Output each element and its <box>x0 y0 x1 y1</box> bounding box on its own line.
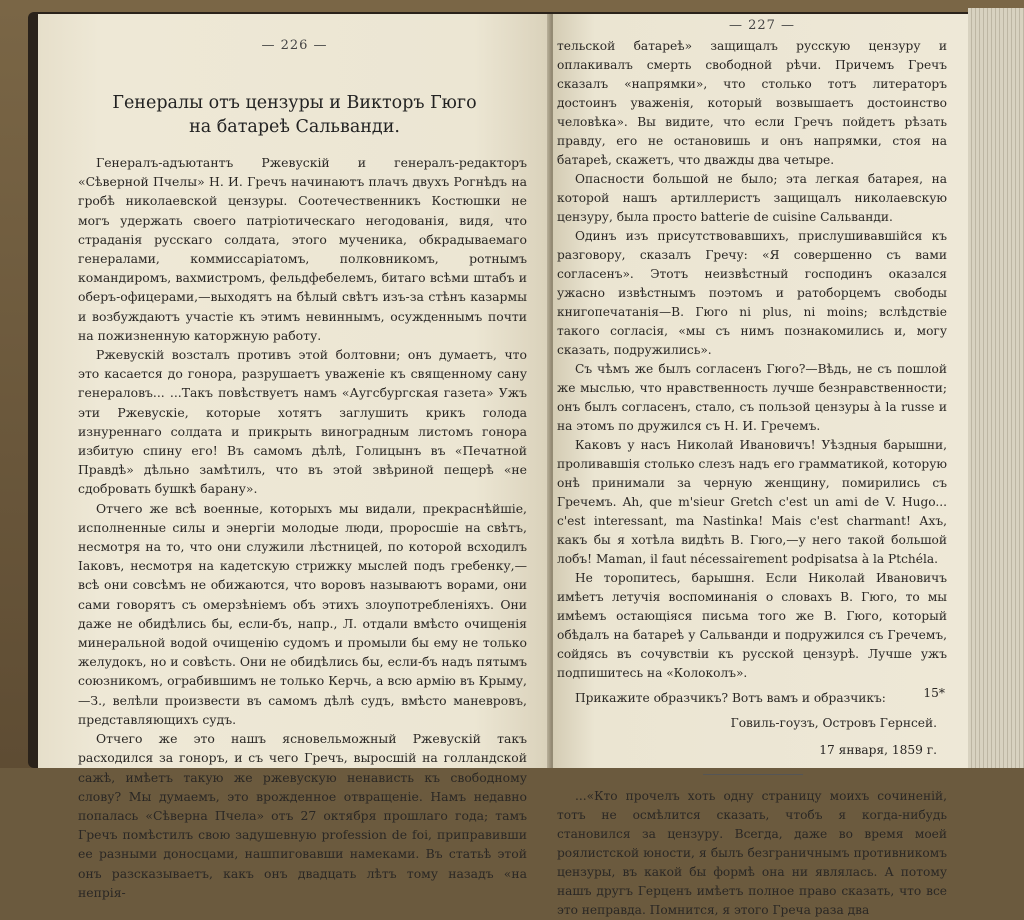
paragraph: Каковъ у насъ Николай Ивановичъ! Уѣздныя барышни, проливавшія столько слезъ надъ его грамматикой, которую онѣ принимали за черную женщину, помирились съ Гречемъ. Ah, que m'sieur Gretch c'est un ami de V. Hugo... c'est interessant, ma Nastinka! Mais c'est charmant! Ахъ, какъ бы я хотѣла видѣть В. Гюго,—у него такой большой лобъ! Maman, il faut nécessairement podpisatsa à la Ptchéla. <box>557 438 947 566</box>
right-page <box>553 14 971 917</box>
signature-mark: 15* <box>923 686 945 700</box>
paragraph: Прикажите образчикъ? Вотъ вамъ и образчикъ: <box>575 691 886 705</box>
paragraph: тельской батареѣ» защищалъ русскую цензуру и оплакивалъ смерть свободной рѣчи. Причемъ Гречъ сказалъ «напрямки», что столько тотъ литераторъ достоинъ уваженія, который возвышаетъ достоинство человѣка». Вы видите, что если Гречъ пойдетъ рѣзать правду, его не остановишь и онъ напрямки, стоя на батареѣ, скажетъ, что дважды два четыре. <box>557 39 947 167</box>
page-number: — 226 — <box>261 38 328 53</box>
right-body-text <box>553 37 971 708</box>
title-line: Генералы отъ цензуры и Викторъ Гюго <box>112 93 477 113</box>
paragraph: Ржевускій возсталъ противъ этой болтовни; онъ думаетъ, что это касается до гонора, разрушаетъ уваженіе къ священному сану генераловъ... ...Такъ повѣствуетъ намъ «Аугсбургская газета» Ужъ эти Ржевускіе, которые хотятъ заглушить крикъ голода изнуреннаго солдата и прикрыть виноградным листомъ гонора избитую спину его! Въ самомъ дѣлѣ, Голицынъ въ «Печатной Правдѣ» дѣльно замѣтилъ, что въ этой звѣриной пещерѣ «не сдобровать бушкѣ барану». <box>78 347 527 497</box>
letter-signature: Говиль-гоузъ, Островъ Гернсей. <box>730 716 937 730</box>
title-line: на батареѣ Сальванди. <box>189 117 400 137</box>
quoted-letter <box>553 787 971 920</box>
page-edges <box>968 8 1024 768</box>
letter-date: 17 января, 1859 г. <box>819 743 937 757</box>
paragraph: Не торопитесь, барышня. Если Николай Ивановичъ имѣетъ летучія воспоминанія о словахъ В. Гюго, то мы имѣемъ остающіяся письма того же В. Гюго, который обѣдалъ на батареѣ у Сальванди и подружился съ Гречемъ, сойдясь въ сочувствіи къ русской цензурѣ. Лучше ужъ подпишитесь на «Колоколъ». <box>557 571 947 680</box>
chapter-title <box>62 91 527 139</box>
paragraph: Опасности большой не было; эта легкая батарея, на которой нашъ артиллеристъ защищалъ николаевскую цензуру, была просто batterie de cuisine Сальванди. <box>557 172 947 224</box>
paragraph: Генералъ-адъютантъ Ржевускій и генералъ-редакторъ «Сѣверной Пчелы» Н. И. Гречъ начинаютъ плачъ двухъ Рогнѣдъ на гробѣ николаевской цензуры. Соотечественникъ Костюшки не могъ удержать своего патріотическаго негодованія, видя, что страданія русскаго солдата, этого мученика, обкрадываемаго генералами, коммиссаріатомъ, полковникомъ, ротнымъ командиромъ, вахмистромъ, фельдфебелемъ, битаго всѣми штабъ и оберъ-офицерами,—выходятъ на бѣлый свѣтъ изъ-за стѣнъ казармы и возбуждаютъ участіе къ этимъ невиннымъ, осужденнымъ почти на пожизненную каторжную работу. <box>78 155 527 343</box>
paragraph: Съ чѣмъ же былъ согласенъ Гюго?—Вѣдь, не съ пошлой же мыслью, что нравственность лучше безнравственности; онъ былъ согласенъ, стало, съ пользой цензуры à la russe и на этомъ по дружился съ Н. И. Гречемъ. <box>557 362 947 433</box>
left-body-text <box>38 153 551 902</box>
left-page <box>38 14 551 900</box>
paragraph: Отчего же всѣ военные, которыхъ мы видали, прекраснѣйшіе, исполненные силы и энергіи молодые люди, проросшіе на свѣтъ, несмотря на то, что они служили лѣстницей, по которой всходилъ Іаковъ, несмотря на кадетскую стрижку мыслей подъ гребенку,—всѣ они совсѣмъ не обижаются, что воровъ называютъ ворами, они сами говорятъ съ омерзѣніемъ объ этихъ злоупотребленіяхъ. Они даже не обидѣлись бы, если-бъ, напр., Л. отдали вмѣсто очищенія минеральной водой очищенію судомъ и промыли бы ему не только желудокъ, но и совѣсть. Они не обидѣлись бы, если-бъ надъ пятымъ союзникомъ, ограбившимъ не только Керчь, а всю армію въ Крыму,—З., велѣли произвести въ самомъ дѣлѣ судъ, вмѣсто маневровъ, представляющихъ судъ. <box>78 500 527 727</box>
paragraph: ...«Кто прочелъ хоть одну страницу моихъ сочиненій, тотъ не осмѣлится сказать, чтобъ я когда-нибудь становился за цензуру. Всегда, даже во время моей роялистской юности, я былъ безграничнымъ противникомъ цензуры, въ какой бы формѣ она ни являлась. А потому нашъ другъ Герценъ имѣетъ полное право сказать, что все это неправда. Помнится, я этого Греча раза два <box>557 789 947 917</box>
paragraph: Одинъ изъ присутствовавшихъ, прислушивавшійся къ разговору, сказалъ Гречу: «Я совершенно съ вами согласенъ». Этотъ неизвѣстный господинъ оказался ужасно извѣстнымъ поэтомъ и ратоборцемъ свободы книгопечатанія—В. Гюго ni plus, ni moins; вслѣдствіе такого согласія, «мы съ нимъ познакомились и, могу сказать, подружились». <box>557 229 947 357</box>
paragraph: Отчего же это нашъ ясновельможный Ржевускій такъ расходился за гоноръ, и съ чего Гречъ, выросшій на голландской сажѣ, имѣетъ такую же ржевускую ненависть къ свободному слову? Мы думаемъ, это врожденное отвращеніе. Намъ недавно попалась «Сѣверна Пчела» отъ 27 октября прошлаго года; тамъ Гречъ помѣстилъ свою задушевную profession de foi, приправивши ее разными доносцами, нашпиговавши намеками. Въ статьѣ этой онъ разсказываетъ, какъ онъ двадцать лѣтъ тому назадъ «на непрія- <box>78 731 527 900</box>
page-number: — 227 — <box>728 18 796 33</box>
divider <box>703 774 803 775</box>
